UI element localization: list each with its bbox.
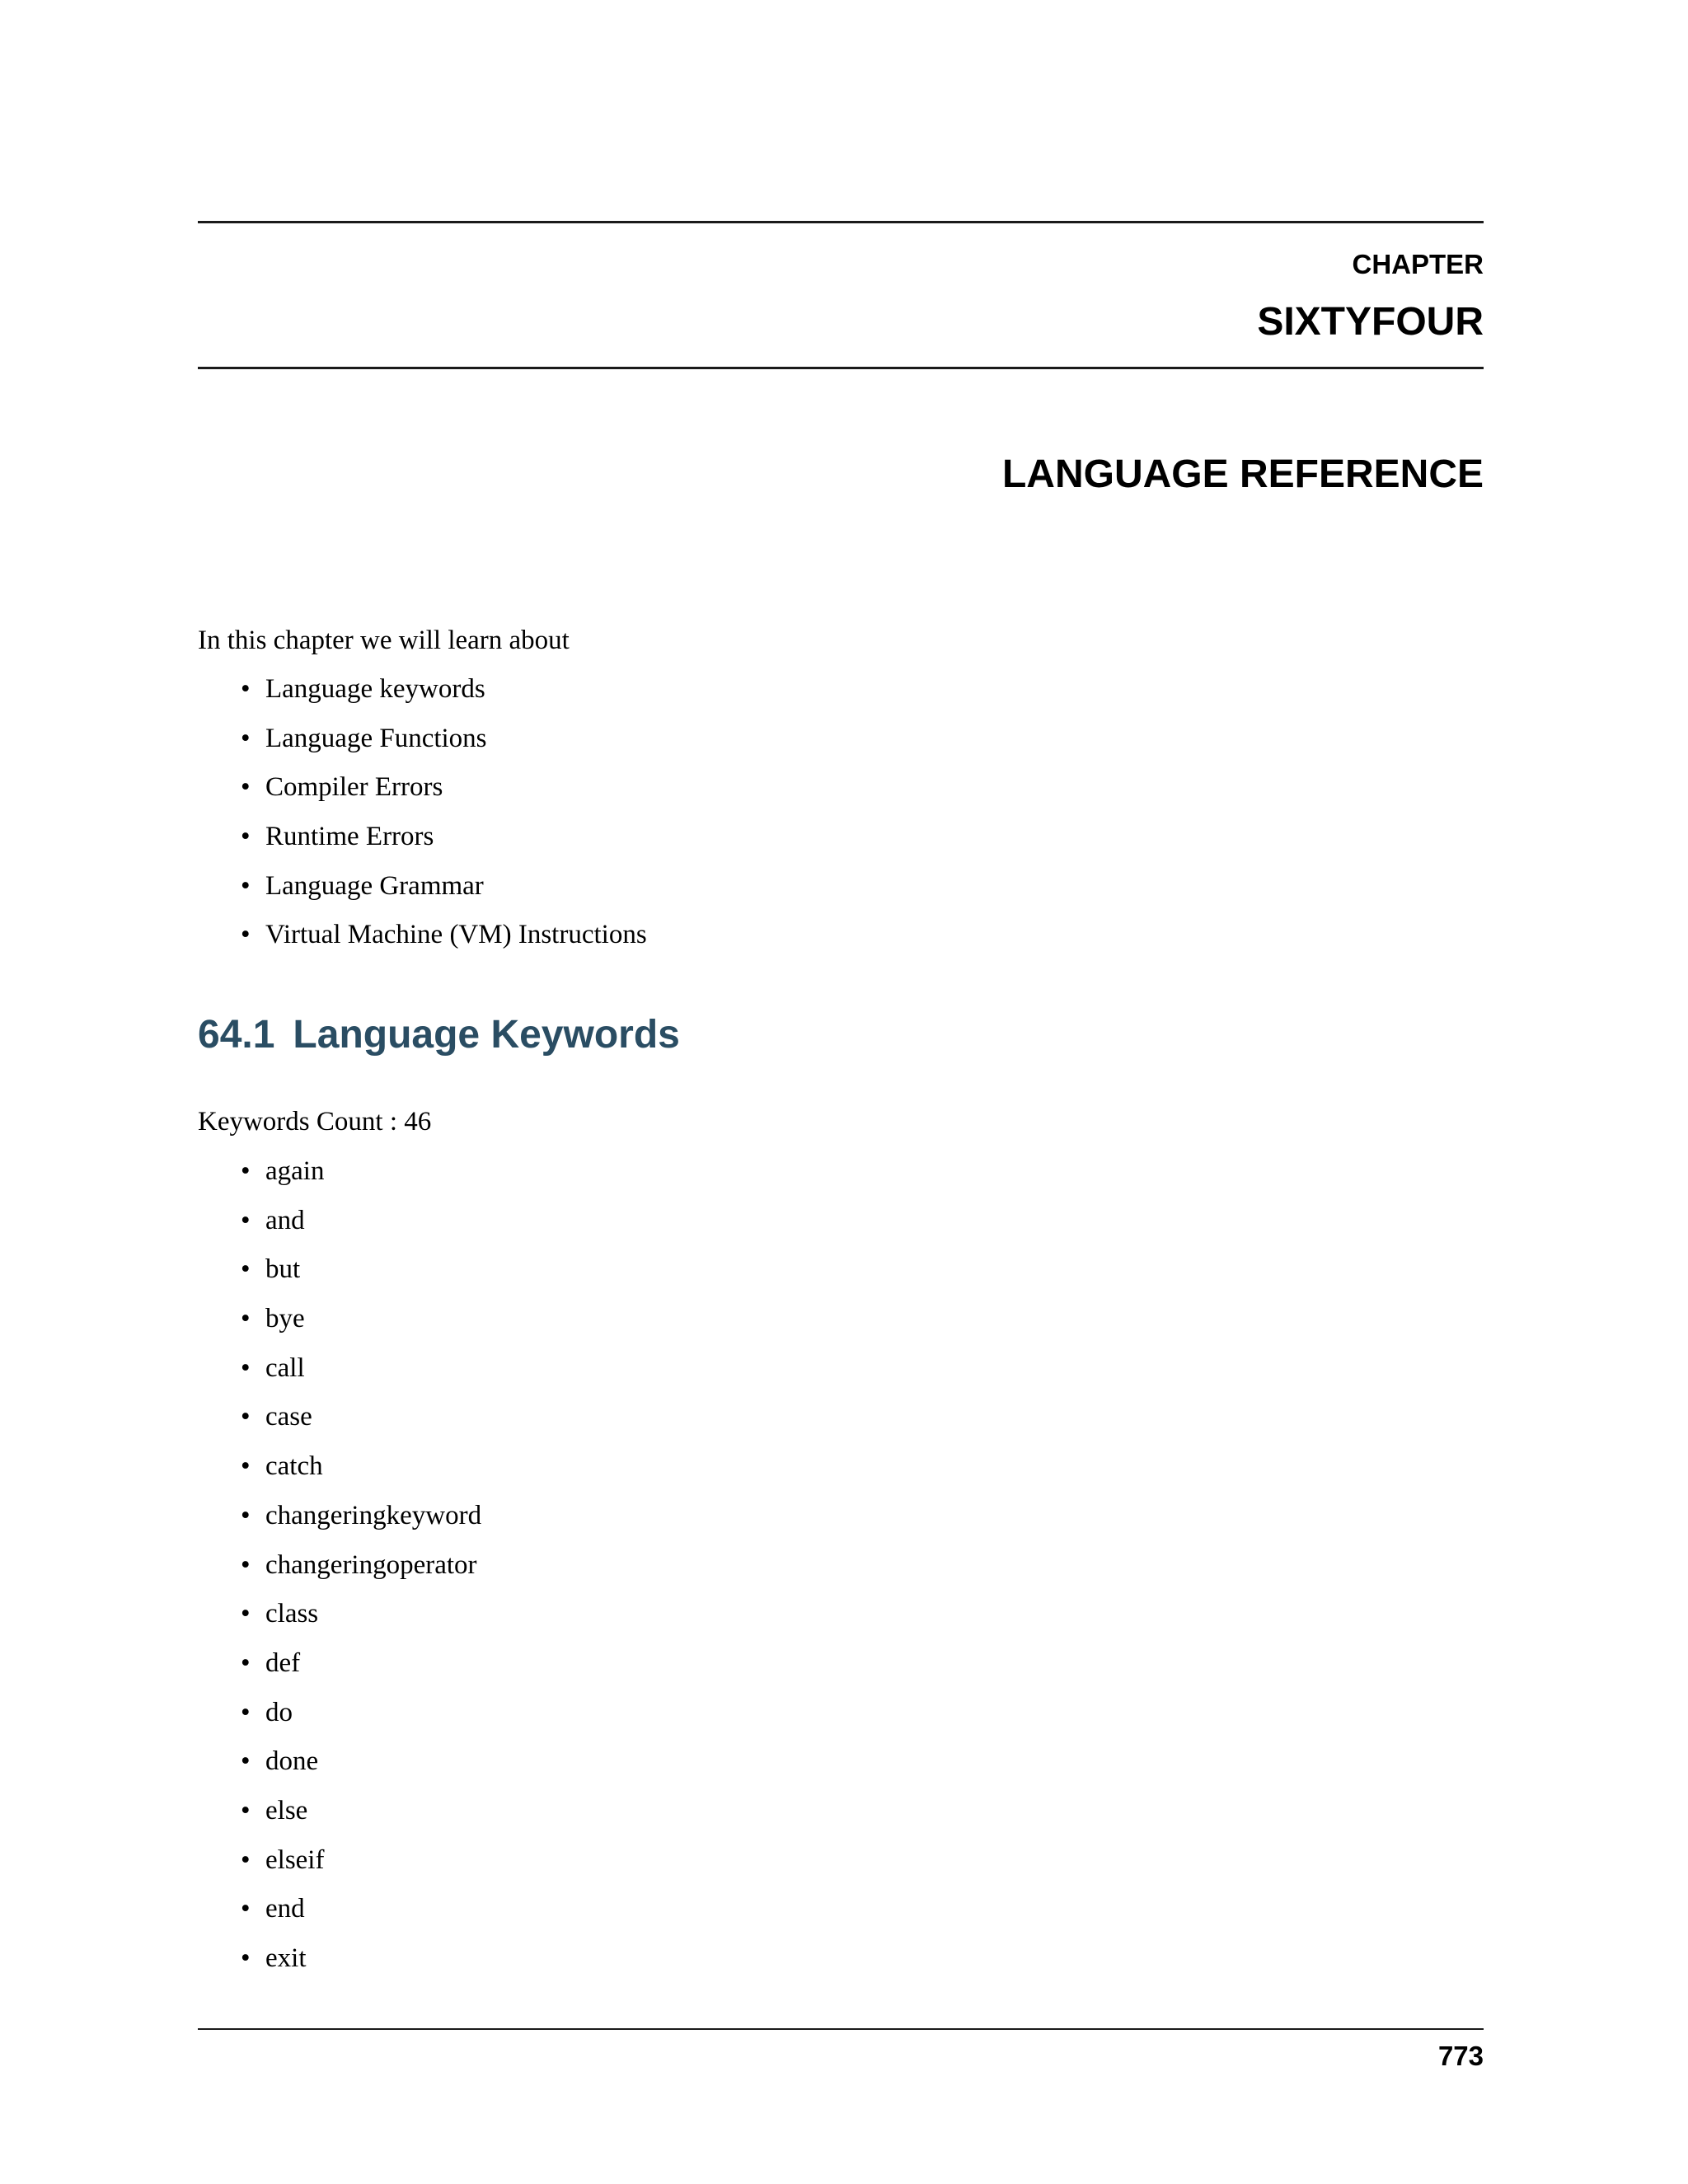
keyword-item-text: case (265, 1402, 312, 1432)
keyword-item-text: exit (265, 1943, 307, 1973)
bullet-icon: • (241, 1599, 251, 1629)
topic-item-text: Compiler Errors (265, 772, 443, 803)
keyword-item (198, 1696, 481, 1746)
bullet-icon: • (241, 1402, 251, 1432)
topic-item-text: Virtual Machine (VM) Instructions (265, 920, 647, 950)
bullet-icon: • (241, 1746, 251, 1777)
keyword-item (198, 1253, 481, 1302)
bullet-icon: • (241, 1304, 251, 1334)
keyword-item-text: changeringoperator (265, 1549, 477, 1580)
chapter-number: SIXTYFOUR (1257, 300, 1484, 344)
section-number: 64.1 (198, 1013, 275, 1057)
keyword-item (198, 1155, 481, 1204)
topic-item-text: Language Functions (265, 723, 487, 753)
keyword-item-text: class (265, 1599, 319, 1629)
keyword-item-text: def (265, 1647, 301, 1678)
keyword-item (198, 1597, 481, 1647)
chapter-bottom-rule (198, 367, 1484, 369)
topic-item-text: Language keywords (265, 674, 485, 704)
keyword-item (198, 1647, 481, 1696)
keyword-item (198, 1400, 481, 1450)
keyword-item (198, 1794, 481, 1844)
topic-item (198, 673, 647, 722)
bullet-icon: • (241, 1451, 251, 1482)
chapter-title: LANGUAGE REFERENCE (1001, 452, 1484, 496)
bullet-icon: • (241, 1156, 251, 1186)
bullet-icon: • (241, 1894, 251, 1924)
keywords-count: Keywords Count : 46 (198, 1107, 432, 1137)
bullet-icon: • (241, 1254, 251, 1285)
bullet-icon: • (241, 674, 251, 704)
bullet-icon: • (241, 1352, 251, 1383)
topic-item-text: Language Grammar (265, 870, 484, 901)
keyword-item-text: but (265, 1254, 301, 1285)
keyword-item-text: done (265, 1746, 319, 1777)
bullet-icon: • (241, 1500, 251, 1530)
topic-item (198, 869, 647, 919)
keyword-item (198, 1745, 481, 1794)
page-number: 773 (1437, 2041, 1484, 2071)
keyword-item (198, 1892, 481, 1942)
keywords-list (198, 1155, 481, 1991)
keyword-item-text: do (265, 1697, 293, 1727)
keyword-item-text: end (265, 1894, 305, 1924)
keyword-item (198, 1942, 481, 1991)
keyword-item-text: call (265, 1352, 305, 1383)
topics-list (198, 673, 647, 968)
bullet-icon: • (241, 723, 251, 753)
keyword-item-text: again (265, 1156, 325, 1186)
keyword-item (198, 1499, 481, 1549)
section-title: Language Keywords (293, 1013, 680, 1057)
topic-item (198, 771, 647, 820)
bullet-icon: • (241, 870, 251, 901)
footer-rule (198, 2028, 1484, 2030)
bullet-icon: • (241, 1844, 251, 1875)
keyword-item-text: elseif (265, 1844, 325, 1875)
bullet-icon: • (241, 1697, 251, 1727)
bullet-icon: • (241, 1549, 251, 1580)
topic-item-text: Runtime Errors (265, 822, 434, 852)
keyword-item-text: else (265, 1795, 308, 1825)
topic-item (198, 918, 647, 968)
keyword-item-text: and (265, 1205, 305, 1235)
bullet-icon: • (241, 1943, 251, 1973)
keyword-item (198, 1204, 481, 1254)
keyword-item (198, 1450, 481, 1499)
bullet-icon: • (241, 1647, 251, 1678)
bullet-icon: • (241, 772, 251, 803)
topic-item (198, 820, 647, 869)
bullet-icon: • (241, 822, 251, 852)
keyword-item (198, 1302, 481, 1352)
topic-item (198, 722, 647, 771)
bullet-icon: • (241, 920, 251, 950)
keyword-item (198, 1844, 481, 1893)
keyword-item (198, 1352, 481, 1401)
keyword-item (198, 1549, 481, 1598)
chapter-label: CHAPTER (1352, 249, 1484, 279)
keyword-item-text: bye (265, 1304, 305, 1334)
section-heading (198, 1012, 680, 1057)
intro-paragraph: In this chapter we will learn about (198, 626, 570, 655)
keyword-item-text: catch (265, 1451, 323, 1482)
bullet-icon: • (241, 1795, 251, 1825)
keyword-item-text: changeringkeyword (265, 1500, 482, 1530)
chapter-top-rule (198, 221, 1484, 223)
bullet-icon: • (241, 1205, 251, 1235)
